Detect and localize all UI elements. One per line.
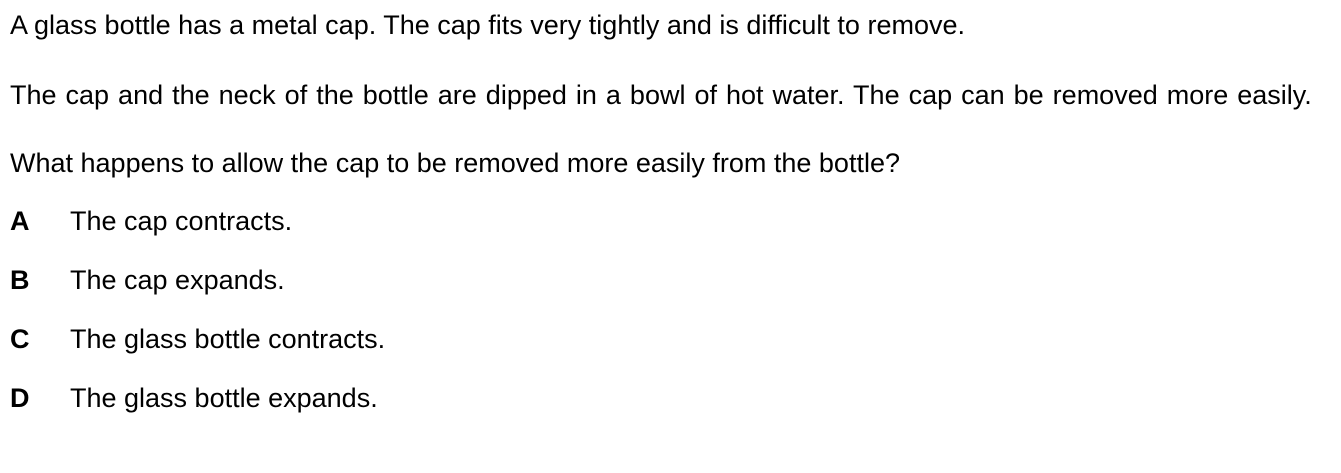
option-d[interactable] [10,381,1330,416]
option-b[interactable] [10,263,1330,298]
question-page [10,8,1330,416]
option-a[interactable] [10,204,1330,239]
context-paragraph-2: The cap and the neck of the bottle are dipped in a bowl of hot water. The cap can be removed more easily. [10,80,1312,110]
question-prompt: What happens to allow the cap to be removed more easily from the bottle? [10,148,900,178]
context-paragraph-1: A glass bottle has a metal cap. The cap fits very tightly and is difficult to remove. [10,10,965,40]
option-c[interactable] [10,322,1330,357]
option-letter: D [10,383,30,413]
option-letter: C [10,324,30,354]
answer-options [10,204,1330,416]
option-letter: B [10,265,30,295]
option-text: The cap contracts. [70,206,293,236]
option-text: The cap expands. [70,265,285,295]
option-text: The glass bottle contracts. [70,324,386,354]
option-letter: A [10,206,30,236]
option-text: The glass bottle expands. [70,383,378,413]
